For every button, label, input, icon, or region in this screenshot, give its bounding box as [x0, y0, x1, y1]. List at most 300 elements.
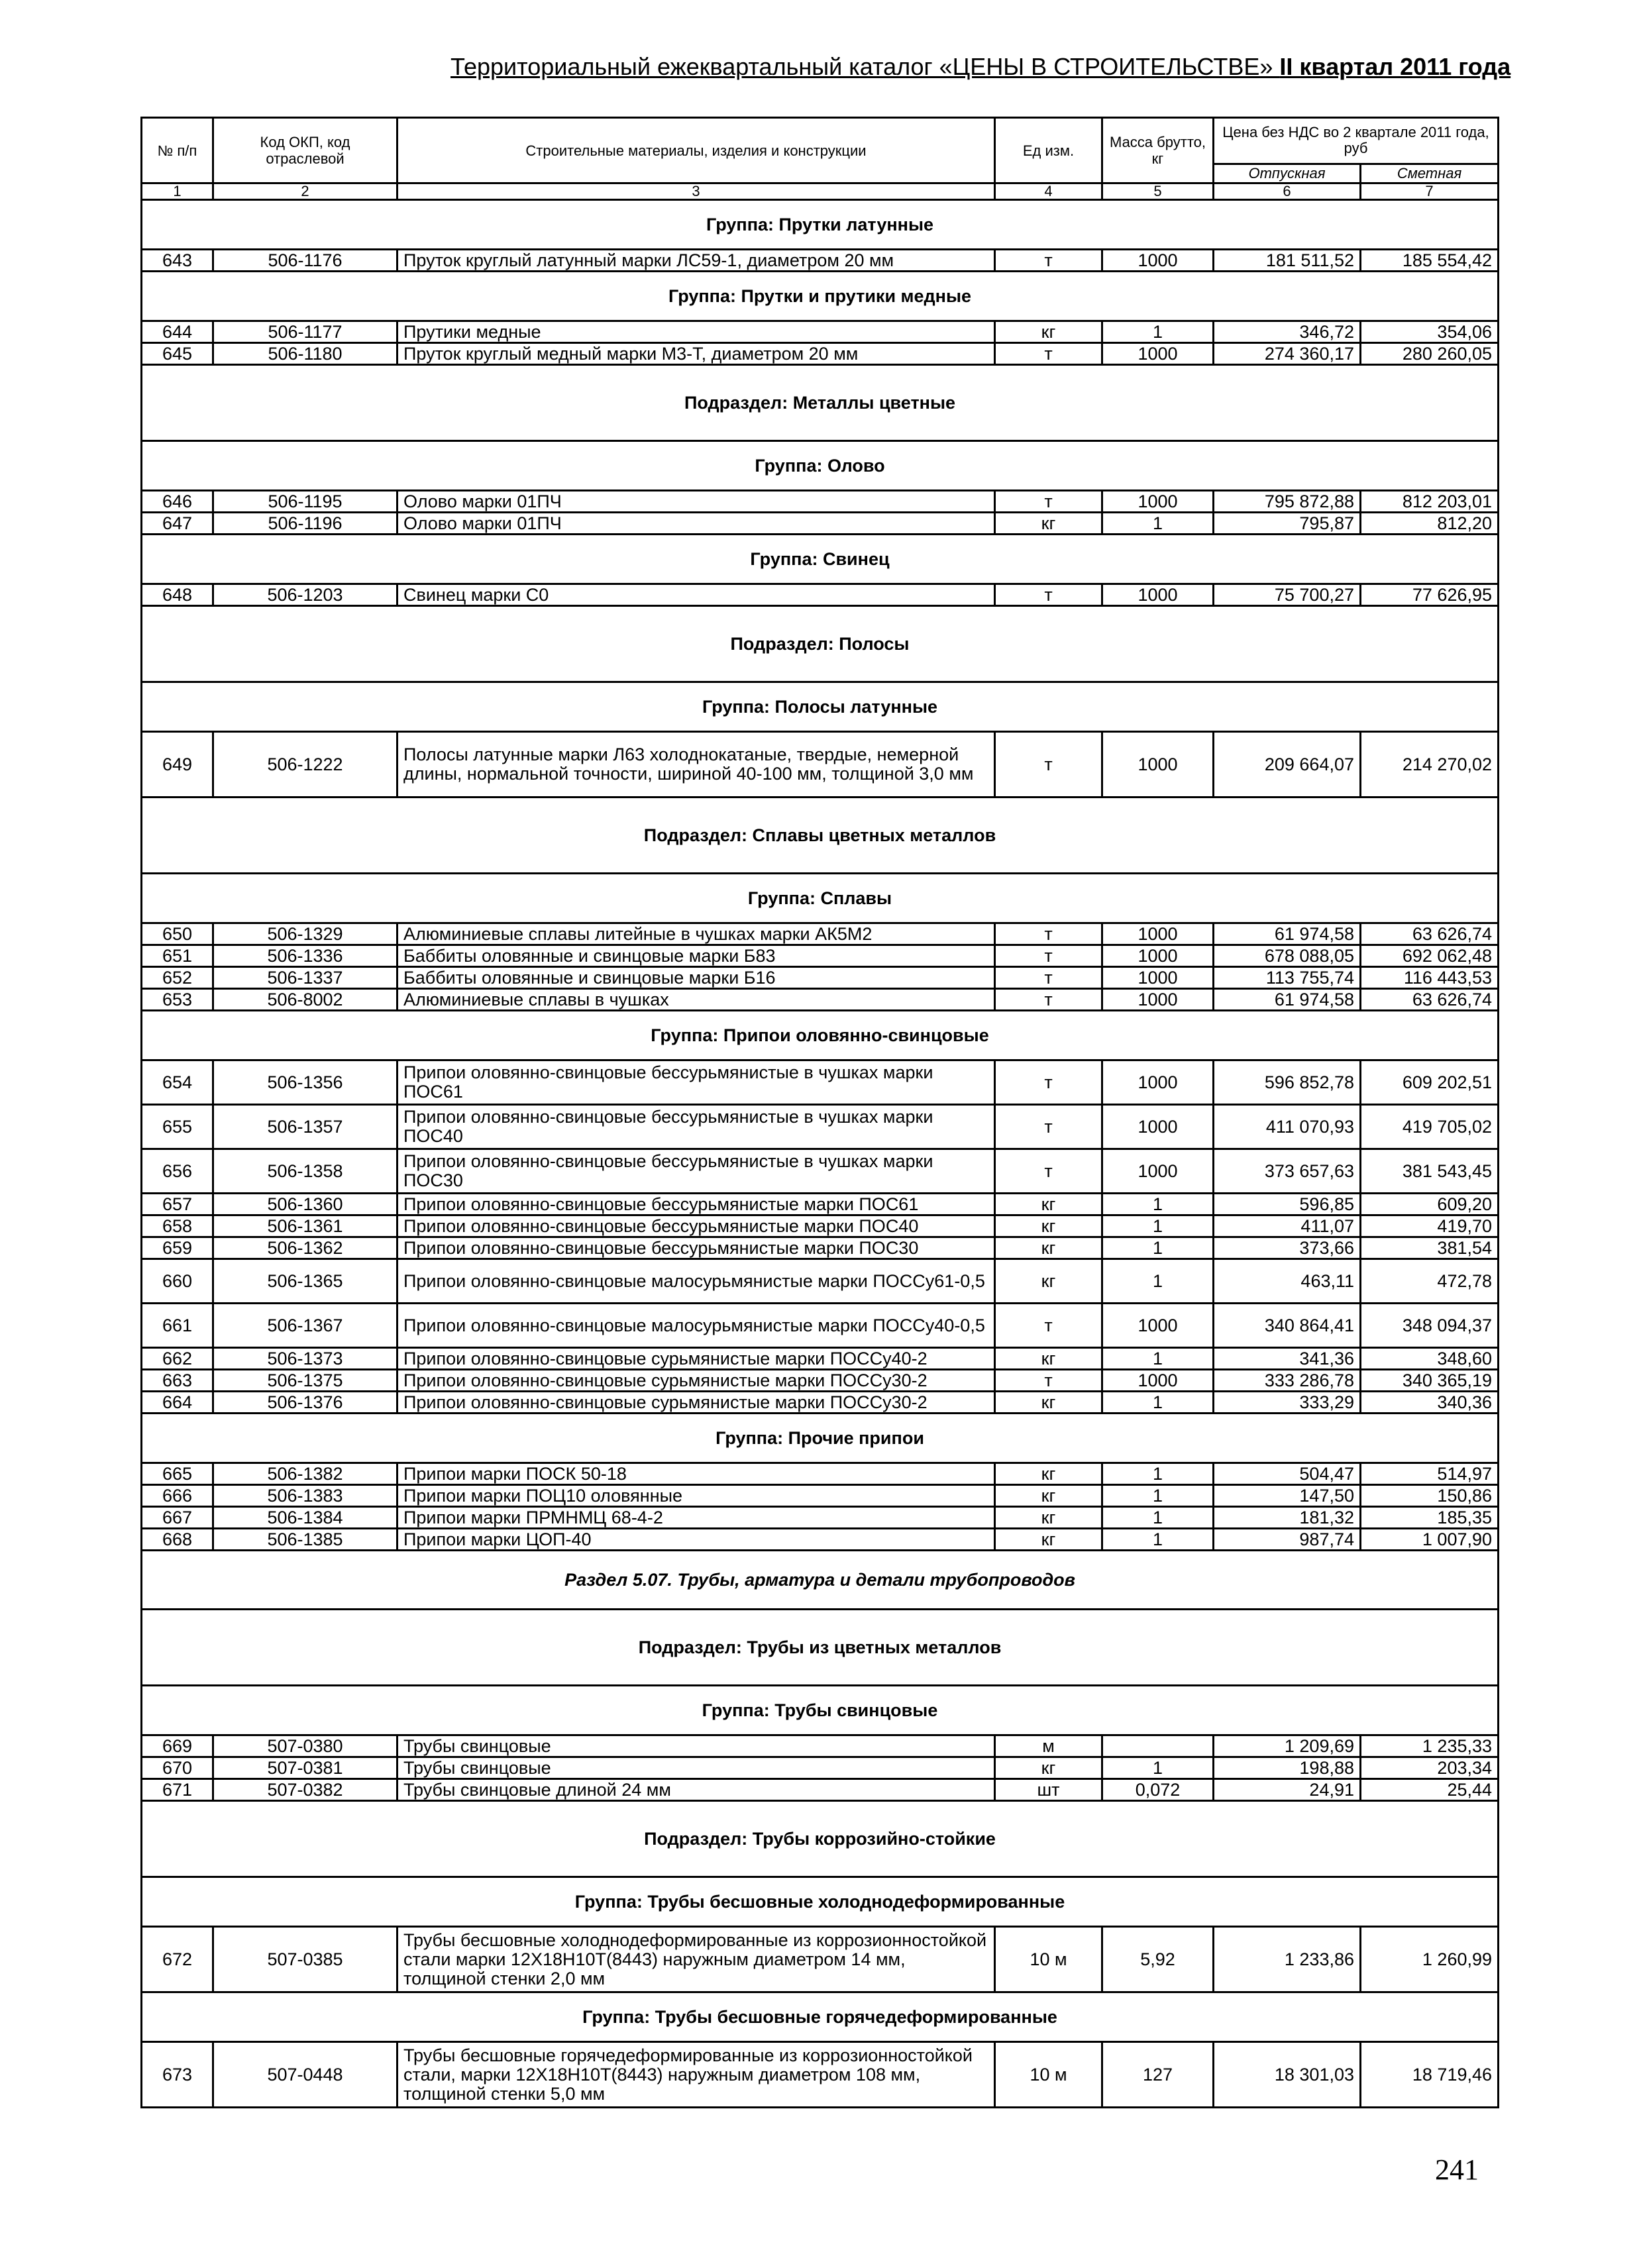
section-heading-row	[142, 1551, 1499, 1610]
row-unit: т	[995, 967, 1102, 989]
col-unit-header: Ед изм.	[995, 118, 1102, 183]
row-estimate-price: 1 260,99	[1361, 1927, 1499, 1992]
row-unit: кг	[995, 1485, 1102, 1507]
row-number: 643	[142, 250, 213, 272]
table-row	[142, 1259, 1499, 1304]
row-code: 507-0385	[213, 1927, 398, 1992]
row-code: 507-0381	[213, 1757, 398, 1779]
row-number: 649	[142, 732, 213, 798]
table-row	[142, 1215, 1499, 1237]
group-heading: Группа: Прочие припои	[142, 1414, 1499, 1463]
row-code: 506-1383	[213, 1485, 398, 1507]
group-heading: Группа: Прутки латунные	[142, 200, 1499, 250]
row-mass: 1	[1102, 513, 1214, 535]
section-heading: Раздел 5.07. Трубы, арматура и детали трубопроводов	[142, 1551, 1499, 1610]
row-name: Припои марки ЦОП-40	[398, 1529, 995, 1551]
row-code: 506-1196	[213, 513, 398, 535]
col-release-header: Отпускная	[1214, 164, 1361, 183]
table-row	[142, 1370, 1499, 1392]
subsection-heading: Подраздел: Трубы коррозийно-стойкие	[142, 1801, 1499, 1877]
table-row	[142, 1392, 1499, 1414]
row-number: 656	[142, 1149, 213, 1194]
row-unit: кг	[995, 1757, 1102, 1779]
col-name-header: Строительные материалы, изделия и конструкции	[398, 118, 995, 183]
row-code: 506-1176	[213, 250, 398, 272]
row-name: Баббиты оловянные и свинцовые марки Б83	[398, 945, 995, 967]
row-estimate-price: 63 626,74	[1361, 923, 1499, 945]
row-number: 658	[142, 1215, 213, 1237]
row-estimate-price: 381,54	[1361, 1237, 1499, 1259]
index-row	[142, 183, 1499, 200]
row-estimate-price: 609,20	[1361, 1194, 1499, 1215]
row-number: 662	[142, 1348, 213, 1370]
row-unit: т	[995, 945, 1102, 967]
group-heading: Группа: Олово	[142, 441, 1499, 491]
index-cell: 2	[213, 183, 398, 200]
group-heading-row	[142, 1414, 1499, 1463]
row-code: 506-1362	[213, 1237, 398, 1259]
subsection-heading-row	[142, 606, 1499, 682]
row-code: 506-1336	[213, 945, 398, 967]
row-name: Припои оловянно-свинцовые бессурьмянистые в чушках марки ПОС40	[398, 1105, 995, 1149]
row-mass: 1	[1102, 1529, 1214, 1551]
row-code: 506-1329	[213, 923, 398, 945]
col-num-header: № п/п	[142, 118, 213, 183]
row-estimate-price: 1 235,33	[1361, 1735, 1499, 1757]
row-name: Полосы латунные марки Л63 холоднокатаные, твердые, немерной длины, нормальной точности, шириной 40-100 мм, толщиной 3,0 мм	[398, 732, 995, 798]
row-mass: 1000	[1102, 491, 1214, 513]
row-mass: 1000	[1102, 732, 1214, 798]
row-code: 506-1177	[213, 321, 398, 343]
row-release-price: 18 301,03	[1214, 2042, 1361, 2108]
row-number: 654	[142, 1060, 213, 1105]
row-name: Припои оловянно-свинцовые сурьмянистые марки ПОССу30-2	[398, 1370, 995, 1392]
table-row	[142, 321, 1499, 343]
row-estimate-price: 340,36	[1361, 1392, 1499, 1414]
group-heading-row	[142, 1992, 1499, 2042]
row-mass: 1000	[1102, 1149, 1214, 1194]
row-number: 652	[142, 967, 213, 989]
group-heading-row	[142, 200, 1499, 250]
row-release-price: 596 852,78	[1214, 1060, 1361, 1105]
row-number: 648	[142, 584, 213, 606]
row-name: Припои оловянно-свинцовые бессурьмянистые марки ПОС40	[398, 1215, 995, 1237]
row-number: 647	[142, 513, 213, 535]
row-release-price: 113 755,74	[1214, 967, 1361, 989]
row-unit: т	[995, 250, 1102, 272]
row-unit: кг	[995, 1463, 1102, 1485]
header-row	[142, 118, 1499, 164]
table-row	[142, 584, 1499, 606]
row-name: Свинец марки С0	[398, 584, 995, 606]
row-mass: 1	[1102, 1259, 1214, 1304]
row-unit: т	[995, 584, 1102, 606]
row-code: 506-1356	[213, 1060, 398, 1105]
row-number: 668	[142, 1529, 213, 1551]
row-name: Трубы свинцовые	[398, 1735, 995, 1757]
page-header	[450, 53, 1511, 81]
row-number: 672	[142, 1927, 213, 1992]
subsection-heading: Подраздел: Сплавы цветных металлов	[142, 798, 1499, 874]
table-row	[142, 923, 1499, 945]
group-heading-row	[142, 272, 1499, 321]
row-mass: 1	[1102, 1194, 1214, 1215]
subsection-heading: Подраздел: Полосы	[142, 606, 1499, 682]
table-row	[142, 1149, 1499, 1194]
col-code-header: Код ОКП, код отраслевой	[213, 118, 398, 183]
row-number: 667	[142, 1507, 213, 1529]
row-mass: 1	[1102, 1392, 1214, 1414]
row-code: 506-8002	[213, 989, 398, 1011]
row-name: Припои марки ПРМНМЦ 68-4-2	[398, 1507, 995, 1529]
table-row	[142, 491, 1499, 513]
row-number: 646	[142, 491, 213, 513]
row-code: 506-1358	[213, 1149, 398, 1194]
row-estimate-price: 419 705,02	[1361, 1105, 1499, 1149]
row-estimate-price: 63 626,74	[1361, 989, 1499, 1011]
row-name: Припои оловянно-свинцовые малосурьмянистые марки ПОССу40-0,5	[398, 1304, 995, 1348]
row-name: Прутики медные	[398, 321, 995, 343]
row-mass	[1102, 1735, 1214, 1757]
row-release-price: 373,66	[1214, 1237, 1361, 1259]
row-release-price: 504,47	[1214, 1463, 1361, 1485]
row-estimate-price: 419,70	[1361, 1215, 1499, 1237]
row-unit: кг	[995, 1237, 1102, 1259]
row-estimate-price: 812 203,01	[1361, 491, 1499, 513]
group-heading: Группа: Припои оловянно-свинцовые	[142, 1011, 1499, 1060]
table-row	[142, 2042, 1499, 2108]
index-cell: 4	[995, 183, 1102, 200]
row-release-price: 333,29	[1214, 1392, 1361, 1414]
row-code: 506-1382	[213, 1463, 398, 1485]
row-release-price: 341,36	[1214, 1348, 1361, 1370]
row-release-price: 198,88	[1214, 1757, 1361, 1779]
row-unit: м	[995, 1735, 1102, 1757]
row-release-price: 1 233,86	[1214, 1927, 1361, 1992]
group-heading-row	[142, 535, 1499, 584]
group-heading-row	[142, 874, 1499, 923]
row-unit: кг	[995, 1529, 1102, 1551]
group-heading: Группа: Трубы бесшовные холоднодеформированные	[142, 1877, 1499, 1927]
row-number: 644	[142, 321, 213, 343]
row-name: Баббиты оловянные и свинцовые марки Б16	[398, 967, 995, 989]
table-row	[142, 1348, 1499, 1370]
row-mass: 127	[1102, 2042, 1214, 2108]
row-number: 657	[142, 1194, 213, 1215]
row-code: 507-0382	[213, 1779, 398, 1801]
group-heading-row	[142, 682, 1499, 732]
row-unit: т	[995, 1060, 1102, 1105]
index-cell: 1	[142, 183, 213, 200]
row-mass: 1000	[1102, 945, 1214, 967]
row-number: 669	[142, 1735, 213, 1757]
index-cell: 7	[1361, 183, 1499, 200]
row-name: Пруток круглый медный марки М3-Т, диаметром 20 мм	[398, 343, 995, 365]
row-code: 506-1360	[213, 1194, 398, 1215]
row-number: 650	[142, 923, 213, 945]
row-name: Припои оловянно-свинцовые бессурьмянистые в чушках марки ПОС61	[398, 1060, 995, 1105]
row-release-price: 181 511,52	[1214, 250, 1361, 272]
row-mass: 1000	[1102, 989, 1214, 1011]
row-unit: т	[995, 989, 1102, 1011]
row-code: 506-1373	[213, 1348, 398, 1370]
index-cell: 3	[398, 183, 995, 200]
row-release-price: 209 664,07	[1214, 732, 1361, 798]
row-unit: кг	[995, 1507, 1102, 1529]
table-row	[142, 1105, 1499, 1149]
row-release-price: 795 872,88	[1214, 491, 1361, 513]
row-code: 506-1384	[213, 1507, 398, 1529]
group-heading: Группа: Полосы латунные	[142, 682, 1499, 732]
row-estimate-price: 514,97	[1361, 1463, 1499, 1485]
row-estimate-price: 340 365,19	[1361, 1370, 1499, 1392]
row-release-price: 373 657,63	[1214, 1149, 1361, 1194]
row-number: 659	[142, 1237, 213, 1259]
row-name: Трубы свинцовые длиной 24 мм	[398, 1779, 995, 1801]
row-release-price: 75 700,27	[1214, 584, 1361, 606]
row-name: Припои оловянно-свинцовые сурьмянистые марки ПОССу40-2	[398, 1348, 995, 1370]
row-code: 506-1203	[213, 584, 398, 606]
row-mass: 1	[1102, 321, 1214, 343]
row-mass: 1000	[1102, 343, 1214, 365]
row-mass: 1000	[1102, 923, 1214, 945]
row-code: 506-1367	[213, 1304, 398, 1348]
row-code: 506-1357	[213, 1105, 398, 1149]
subsection-heading-row	[142, 1801, 1499, 1877]
row-unit: т	[995, 491, 1102, 513]
row-estimate-price: 185,35	[1361, 1507, 1499, 1529]
group-heading-row	[142, 1877, 1499, 1927]
row-code: 506-1180	[213, 343, 398, 365]
table-row	[142, 343, 1499, 365]
row-estimate-price: 77 626,95	[1361, 584, 1499, 606]
row-number: 663	[142, 1370, 213, 1392]
row-name: Трубы бесшовные холоднодеформированные из коррозионностойкой стали марки 12Х18Н10Т(8443) наружным диаметром 14 мм, толщиной стенки 2,0 мм	[398, 1927, 995, 1992]
row-name: Олово марки 01ПЧ	[398, 491, 995, 513]
row-unit: шт	[995, 1779, 1102, 1801]
row-mass: 1	[1102, 1485, 1214, 1507]
col-estimate-header: Сметная	[1361, 164, 1499, 183]
row-name: Алюминиевые сплавы литейные в чушках марки АК5М2	[398, 923, 995, 945]
col-price-header: Цена без НДС во 2 квартале 2011 года, руб	[1214, 118, 1499, 164]
row-release-price: 61 974,58	[1214, 989, 1361, 1011]
row-release-price: 61 974,58	[1214, 923, 1361, 945]
table-row	[142, 1779, 1499, 1801]
row-release-price: 346,72	[1214, 321, 1361, 343]
row-mass: 1000	[1102, 1060, 1214, 1105]
row-name: Припои оловянно-свинцовые бессурьмянистые в чушках марки ПОС30	[398, 1149, 995, 1194]
table-row	[142, 513, 1499, 535]
row-estimate-price: 348,60	[1361, 1348, 1499, 1370]
row-unit: т	[995, 1149, 1102, 1194]
table-row	[142, 1463, 1499, 1485]
table-row	[142, 1237, 1499, 1259]
row-name: Припои оловянно-свинцовые бессурьмянистые марки ПОС30	[398, 1237, 995, 1259]
row-name: Припои оловянно-свинцовые бессурьмянистые марки ПОС61	[398, 1194, 995, 1215]
group-heading: Группа: Прутки и прутики медные	[142, 272, 1499, 321]
row-unit: 10 м	[995, 2042, 1102, 2108]
row-mass: 5,92	[1102, 1927, 1214, 1992]
row-mass: 1000	[1102, 584, 1214, 606]
row-name: Трубы свинцовые	[398, 1757, 995, 1779]
row-release-price: 411,07	[1214, 1215, 1361, 1237]
table-row	[142, 1194, 1499, 1215]
row-code: 506-1365	[213, 1259, 398, 1304]
group-heading: Группа: Сплавы	[142, 874, 1499, 923]
subsection-heading-row	[142, 365, 1499, 441]
row-release-price: 24,91	[1214, 1779, 1361, 1801]
row-mass: 0,072	[1102, 1779, 1214, 1801]
row-unit: т	[995, 732, 1102, 798]
row-unit: т	[995, 343, 1102, 365]
row-mass: 1000	[1102, 1105, 1214, 1149]
row-mass: 1000	[1102, 1304, 1214, 1348]
row-number: 661	[142, 1304, 213, 1348]
row-estimate-price: 185 554,42	[1361, 250, 1499, 272]
table-row	[142, 1485, 1499, 1507]
row-estimate-price: 280 260,05	[1361, 343, 1499, 365]
group-heading: Группа: Трубы бесшовные горячедеформированные	[142, 1992, 1499, 2042]
row-code: 506-1376	[213, 1392, 398, 1414]
row-number: 651	[142, 945, 213, 967]
row-unit: кг	[995, 1259, 1102, 1304]
table-row	[142, 989, 1499, 1011]
page-number: 241	[1435, 2153, 1479, 2186]
row-unit: т	[995, 1304, 1102, 1348]
row-release-price: 147,50	[1214, 1485, 1361, 1507]
header-catalog-title: Территориальный ежеквартальный каталог «ЦЕНЫ В СТРОИТЕЛЬСТВЕ»	[450, 53, 1280, 80]
row-estimate-price: 381 543,45	[1361, 1149, 1499, 1194]
row-unit: т	[995, 1370, 1102, 1392]
row-unit: т	[995, 1105, 1102, 1149]
row-number: 664	[142, 1392, 213, 1414]
table-row	[142, 1735, 1499, 1757]
row-estimate-price: 214 270,02	[1361, 732, 1499, 798]
price-table	[140, 117, 1499, 2108]
row-estimate-price: 1 007,90	[1361, 1529, 1499, 1551]
row-release-price: 181,32	[1214, 1507, 1361, 1529]
row-code: 507-0380	[213, 1735, 398, 1757]
row-release-price: 1 209,69	[1214, 1735, 1361, 1757]
header-quarter: II квартал 2011 года	[1279, 53, 1511, 80]
row-release-price: 411 070,93	[1214, 1105, 1361, 1149]
row-unit: 10 м	[995, 1927, 1102, 1992]
row-number: 645	[142, 343, 213, 365]
row-unit: кг	[995, 1392, 1102, 1414]
row-code: 506-1337	[213, 967, 398, 989]
row-number: 666	[142, 1485, 213, 1507]
row-release-price: 274 360,17	[1214, 343, 1361, 365]
row-mass: 1	[1102, 1348, 1214, 1370]
group-heading-row	[142, 1011, 1499, 1060]
row-code: 506-1375	[213, 1370, 398, 1392]
price-table-body	[142, 118, 1499, 2108]
row-code: 506-1361	[213, 1215, 398, 1237]
subsection-heading-row	[142, 1610, 1499, 1686]
table-row	[142, 1060, 1499, 1105]
group-heading-row	[142, 441, 1499, 491]
table-row	[142, 1927, 1499, 1992]
row-estimate-price: 18 719,46	[1361, 2042, 1499, 2108]
row-mass: 1	[1102, 1215, 1214, 1237]
row-code: 506-1385	[213, 1529, 398, 1551]
col-mass-header: Масса брутто, кг	[1102, 118, 1214, 183]
row-code: 507-0448	[213, 2042, 398, 2108]
subsection-heading-row	[142, 798, 1499, 874]
index-cell: 5	[1102, 183, 1214, 200]
row-mass: 1000	[1102, 1370, 1214, 1392]
row-name: Припои оловянно-свинцовые сурьмянистые марки ПОССу30-2	[398, 1392, 995, 1414]
row-mass: 1	[1102, 1507, 1214, 1529]
row-name: Припои марки ПОСК 50-18	[398, 1463, 995, 1485]
group-heading-row	[142, 1686, 1499, 1735]
subsection-heading: Подраздел: Трубы из цветных металлов	[142, 1610, 1499, 1686]
row-name: Пруток круглый латунный марки ЛС59-1, диаметром 20 мм	[398, 250, 995, 272]
row-estimate-price: 472,78	[1361, 1259, 1499, 1304]
row-name: Олово марки 01ПЧ	[398, 513, 995, 535]
row-number: 660	[142, 1259, 213, 1304]
row-estimate-price: 348 094,37	[1361, 1304, 1499, 1348]
row-release-price: 596,85	[1214, 1194, 1361, 1215]
row-estimate-price: 812,20	[1361, 513, 1499, 535]
row-release-price: 333 286,78	[1214, 1370, 1361, 1392]
row-name: Алюминиевые сплавы в чушках	[398, 989, 995, 1011]
table-row	[142, 1507, 1499, 1529]
row-unit: кг	[995, 1348, 1102, 1370]
row-mass: 1000	[1102, 967, 1214, 989]
row-release-price: 987,74	[1214, 1529, 1361, 1551]
row-name: Припои марки ПОЦ10 оловянные	[398, 1485, 995, 1507]
subsection-heading: Подраздел: Металлы цветные	[142, 365, 1499, 441]
row-number: 653	[142, 989, 213, 1011]
row-estimate-price: 609 202,51	[1361, 1060, 1499, 1105]
row-unit: т	[995, 923, 1102, 945]
row-estimate-price: 116 443,53	[1361, 967, 1499, 989]
row-mass: 1	[1102, 1757, 1214, 1779]
table-row	[142, 967, 1499, 989]
table-row	[142, 250, 1499, 272]
row-unit: кг	[995, 321, 1102, 343]
row-estimate-price: 25,44	[1361, 1779, 1499, 1801]
row-number: 671	[142, 1779, 213, 1801]
group-heading: Группа: Свинец	[142, 535, 1499, 584]
row-estimate-price: 354,06	[1361, 321, 1499, 343]
row-release-price: 678 088,05	[1214, 945, 1361, 967]
row-name: Припои оловянно-свинцовые малосурьмянистые марки ПОССу61-0,5	[398, 1259, 995, 1304]
row-release-price: 340 864,41	[1214, 1304, 1361, 1348]
row-name: Трубы бесшовные горячедеформированные из коррозионностойкой стали, марки 12Х18Н10Т(8443) наружным диаметром 108 мм, толщиной стенки 5,0 мм	[398, 2042, 995, 2108]
group-heading: Группа: Трубы свинцовые	[142, 1686, 1499, 1735]
row-number: 673	[142, 2042, 213, 2108]
row-estimate-price: 203,34	[1361, 1757, 1499, 1779]
row-release-price: 463,11	[1214, 1259, 1361, 1304]
row-number: 670	[142, 1757, 213, 1779]
row-number: 655	[142, 1105, 213, 1149]
table-row	[142, 945, 1499, 967]
row-unit: кг	[995, 1194, 1102, 1215]
row-unit: кг	[995, 513, 1102, 535]
row-estimate-price: 692 062,48	[1361, 945, 1499, 967]
row-mass: 1	[1102, 1463, 1214, 1485]
row-mass: 1000	[1102, 250, 1214, 272]
row-mass: 1	[1102, 1237, 1214, 1259]
row-code: 506-1222	[213, 732, 398, 798]
table-row	[142, 1529, 1499, 1551]
row-estimate-price: 150,86	[1361, 1485, 1499, 1507]
row-code: 506-1195	[213, 491, 398, 513]
table-row	[142, 732, 1499, 798]
row-release-price: 795,87	[1214, 513, 1361, 535]
